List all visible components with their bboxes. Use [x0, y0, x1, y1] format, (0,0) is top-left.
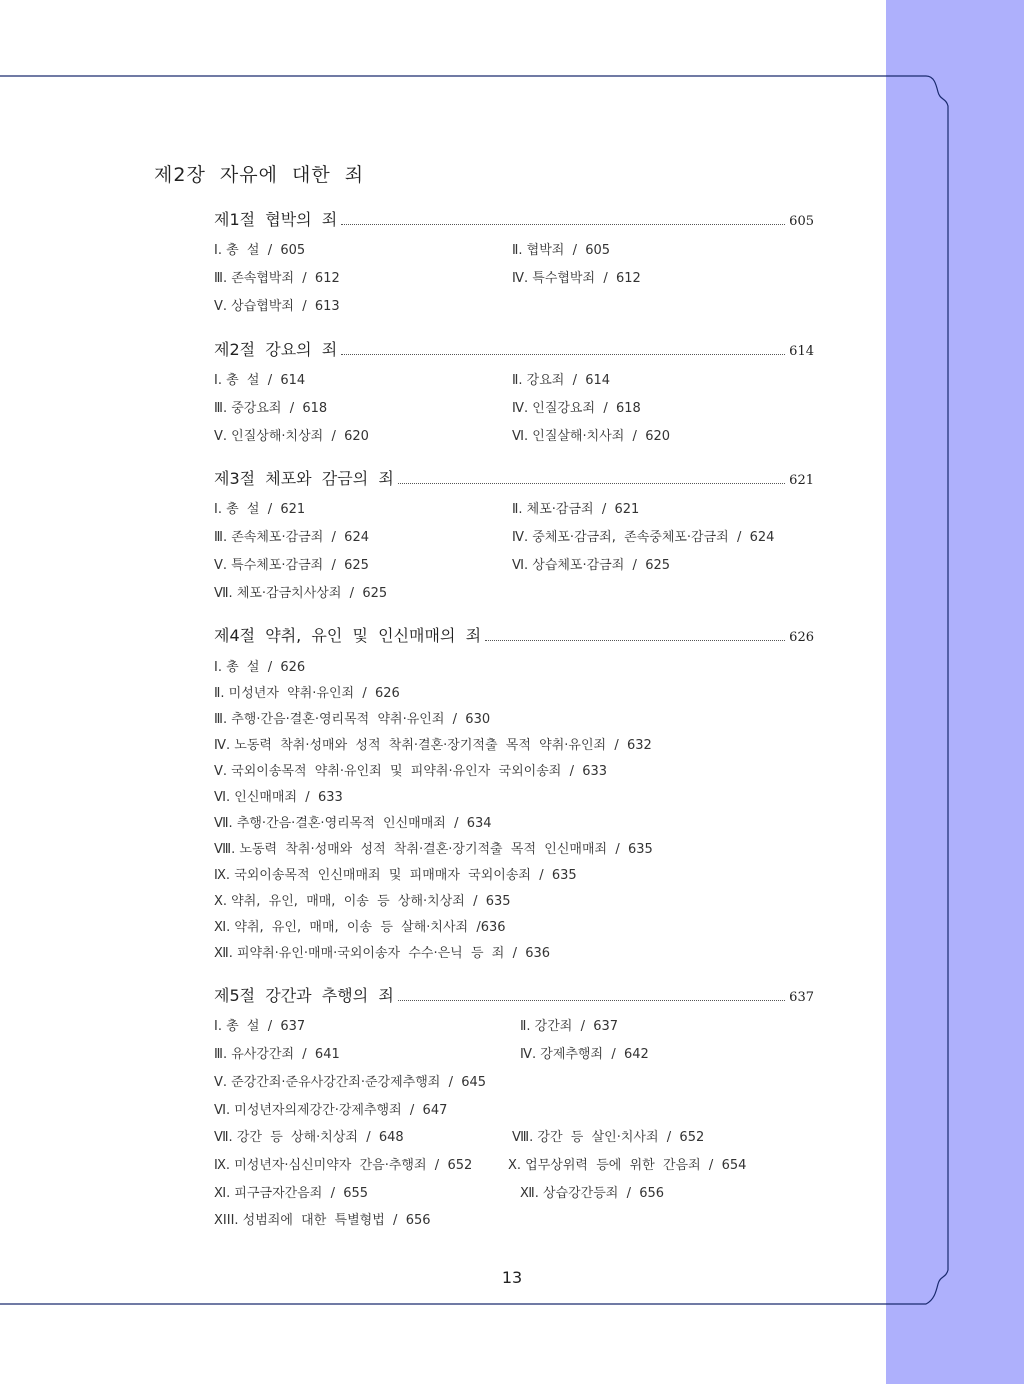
dot-leader: [398, 483, 785, 484]
toc-item: Ⅸ. 국외이송목적 인신매매죄 및 피매매자 국외이송죄 / 635: [214, 868, 577, 883]
toc-item: Ⅷ. 노동력 착취·성매와 성적 착취·결혼·장기적출 목적 인신매매죄 / 635: [214, 842, 653, 857]
section-page: 614: [789, 344, 814, 359]
toc-item: Ⅴ. 인질상해·치상죄 / 620: [214, 429, 369, 444]
section-title: 제2절 강요의 죄: [214, 340, 338, 359]
toc-item: Ⅵ. 인신매매죄 / 633: [214, 790, 343, 805]
section-page: 626: [789, 630, 814, 645]
side-tab-bar: [886, 0, 1024, 1384]
toc-item: Ⅳ. 특수협박죄 / 612: [512, 271, 641, 286]
section-heading-3: [214, 467, 814, 489]
chapter-title: 제2장 자유에 대한 죄: [154, 164, 365, 186]
toc-item: Ⅻ. 상습강간등죄 / 656: [520, 1186, 665, 1201]
toc-item: Ⅳ. 노동력 착취·성매와 성적 착취·결혼·장기적출 목적 약취·유인죄 / 632: [214, 738, 652, 753]
toc-item: Ⅰ. 총 설 / 626: [214, 660, 306, 675]
dot-leader: [485, 640, 785, 641]
page-number: 13: [501, 1268, 523, 1287]
toc-item: Ⅴ. 국외이송목적 약취·유인죄 및 피약취·유인자 국외이송죄 / 633: [214, 764, 608, 779]
toc-item: Ⅳ. 중체포·감금죄, 존속중체포·감금죄 / 624: [512, 530, 775, 545]
toc-item: Ⅴ. 상습협박죄 / 613: [214, 299, 340, 314]
toc-item: Ⅹ. 업무상위력 등에 위한 간음죄 / 654: [508, 1158, 747, 1173]
toc-item: Ⅰ. 총 설 / 637: [214, 1019, 306, 1034]
toc-item: Ⅰ. 총 설 / 621: [214, 502, 306, 517]
toc-item: Ⅹ. 약취, 유인, 매매, 이송 등 상해·치상죄 / 635: [214, 894, 511, 909]
toc-item: Ⅺ. 약취, 유인, 매매, 이송 등 살해·치사죄 /636: [214, 920, 506, 935]
toc-item: Ⅴ. 준강간죄·준유사강간죄·준강제추행죄 / 645: [214, 1075, 487, 1090]
toc-item: Ⅻ. 피약취·유인·매매·국외이송자 수수·은닉 등 죄 / 636: [214, 946, 551, 961]
toc-item: Ⅲ. 추행·간음·결혼·영리목적 약취·유인죄 / 630: [214, 712, 491, 727]
dot-leader: [398, 1000, 785, 1001]
dot-leader: [341, 224, 785, 225]
section-heading-1: [214, 208, 814, 230]
toc-item: Ⅲ. 중강요죄 / 618: [214, 401, 328, 416]
section-heading-2: [214, 338, 814, 360]
toc-item: Ⅵ. 상습체포·감금죄 / 625: [512, 558, 671, 573]
toc-item: Ⅵ. 인질살해·치사죄 / 620: [512, 429, 671, 444]
toc-item: Ⅵ. 미성년자의제강간·강제추행죄 / 647: [214, 1103, 448, 1118]
toc-item: Ⅳ. 인질강요죄 / 618: [512, 401, 641, 416]
toc-item: Ⅱ. 협박죄 / 605: [512, 243, 611, 258]
toc-item: XIII. 성범죄에 대한 특별형법 / 656: [214, 1213, 431, 1228]
toc-item: Ⅸ. 미성년자·심신미약자 간음·추행죄 / 652: [214, 1158, 473, 1173]
toc-item: Ⅳ. 강제추행죄 / 642: [520, 1047, 649, 1062]
section-page: 637: [789, 990, 814, 1005]
toc-item: Ⅶ. 강간 등 상해·치상죄 / 648: [214, 1130, 404, 1145]
section-title: 제4절 약취, 유인 및 인신매매의 죄: [214, 626, 482, 645]
toc-item: Ⅲ. 존속협박죄 / 612: [214, 271, 340, 286]
toc-item: Ⅰ. 총 설 / 614: [214, 373, 306, 388]
toc-item: Ⅶ. 추행·간음·결혼·영리목적 인신매매죄 / 634: [214, 816, 492, 831]
toc-item: Ⅲ. 유사강간죄 / 641: [214, 1047, 340, 1062]
toc-item: Ⅲ. 존속체포·감금죄 / 624: [214, 530, 369, 545]
toc-item: Ⅱ. 강간죄 / 637: [520, 1019, 619, 1034]
toc-item: Ⅱ. 체포·감금죄 / 621: [512, 502, 640, 517]
toc-item: Ⅱ. 미성년자 약취·유인죄 / 626: [214, 686, 400, 701]
section-title: 제5절 강간과 추행의 죄: [214, 986, 394, 1005]
section-heading-5: [214, 984, 814, 1006]
section-page: 605: [789, 214, 814, 229]
dot-leader: [341, 354, 785, 355]
toc-item: Ⅴ. 특수체포·감금죄 / 625: [214, 558, 369, 573]
section-title: 제3절 체포와 감금의 죄: [214, 469, 394, 488]
toc-item: Ⅷ. 강간 등 살인·치사죄 / 652: [512, 1130, 705, 1145]
section-heading-4: [214, 624, 814, 646]
frame-outline: [0, 76, 948, 1304]
toc-item: Ⅰ. 총 설 / 605: [214, 243, 306, 258]
toc-item: Ⅶ. 체포·감금치사상죄 / 625: [214, 586, 388, 601]
toc-item: Ⅺ. 피구금자간음죄 / 655: [214, 1186, 369, 1201]
section-page: 621: [789, 473, 814, 488]
section-title: 제1절 협박의 죄: [214, 210, 338, 229]
toc-item: Ⅱ. 강요죄 / 614: [512, 373, 611, 388]
